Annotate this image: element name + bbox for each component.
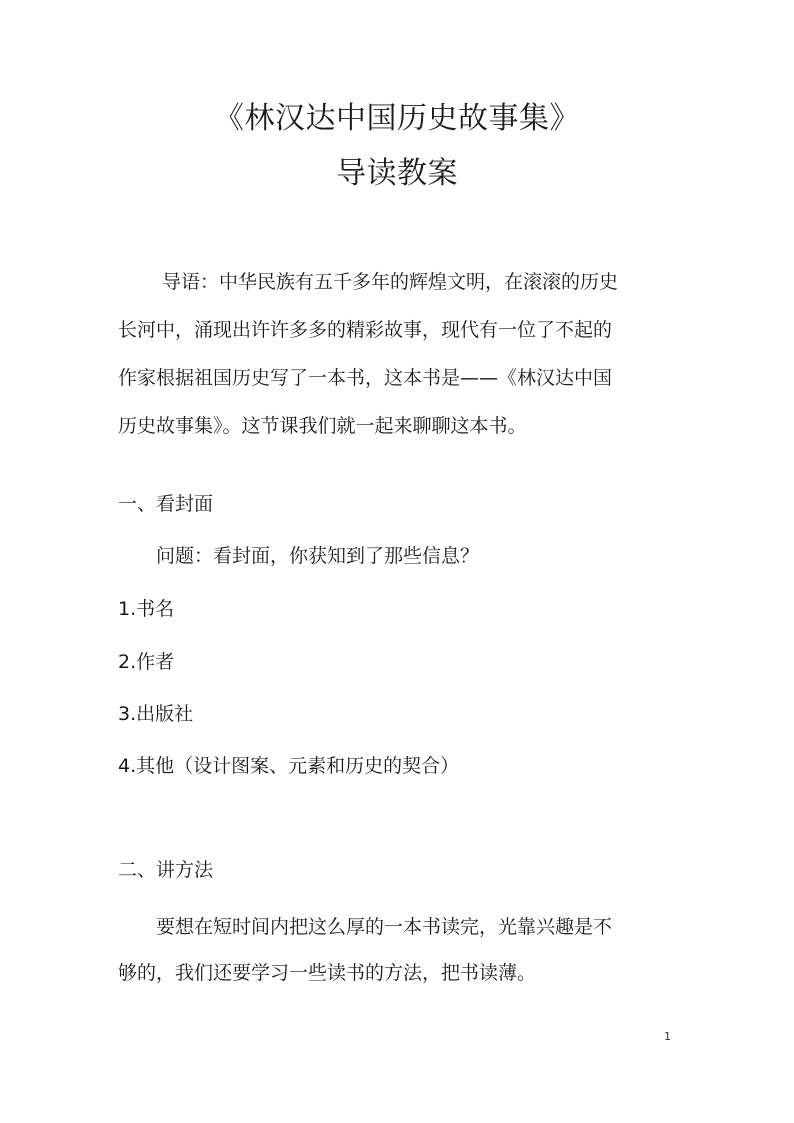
intro-line: 作家根据祖国历史写了一本书，这本书是——《林汉达中国 bbox=[118, 367, 613, 389]
method-line: 够的，我们还要学习一些读书的方法，把书读薄。 bbox=[118, 962, 537, 984]
list-item-author: 2.作者 bbox=[118, 651, 175, 673]
section-heading-cover: 一、看封面 bbox=[118, 493, 214, 515]
intro-line: 导语：中华民族有五千多年的辉煌文明，在滚滚的历史 bbox=[162, 271, 619, 293]
intro-paragraph bbox=[118, 258, 678, 450]
method-line: 要想在短时间内把这么厚的一本书读完，光靠兴趣是不 bbox=[156, 916, 613, 938]
section-heading-method: 二、讲方法 bbox=[118, 859, 214, 881]
cover-question: 问题：看封面，你获知到了那些信息？ bbox=[156, 545, 480, 567]
intro-line: 长河中，涌现出许许多多的精彩故事，现代有一位了不起的 bbox=[118, 319, 613, 341]
list-item-other: 4.其他（设计图案、元素和历史的契合） bbox=[118, 755, 460, 777]
page-number: 1 bbox=[664, 1030, 671, 1043]
document-subtitle: 导读教案 bbox=[336, 156, 458, 191]
document-title: 《林汉达中国历史故事集》 bbox=[214, 101, 580, 136]
list-item-book-name: 1.书名 bbox=[118, 598, 175, 620]
method-paragraph bbox=[118, 904, 678, 996]
intro-line: 历史故事集》。这节课我们就一起来聊聊这本书。 bbox=[118, 415, 527, 437]
list-item-publisher: 3.出版社 bbox=[118, 703, 194, 725]
